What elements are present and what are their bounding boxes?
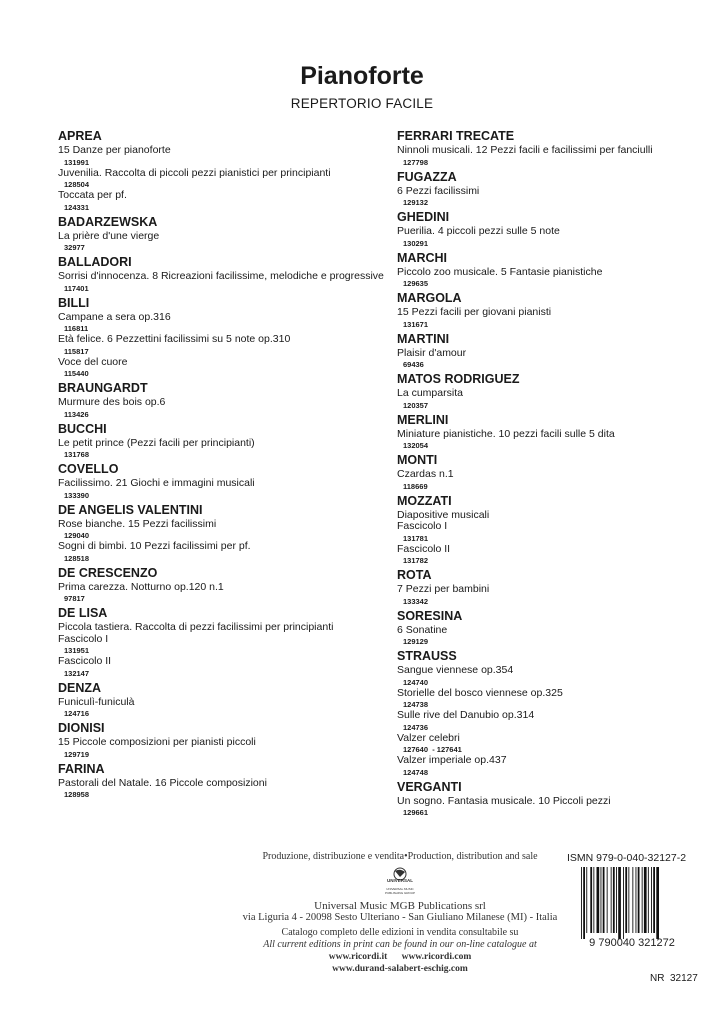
publisher-address: via Liguria 4 - 20098 Sesto Ulteriano - San Giuliano Milanese (MI) - Italia [242, 912, 558, 923]
work-title: Czardas n.1 [397, 468, 454, 480]
catalogue-code: 131781 [403, 533, 429, 543]
work-title: Campane a sera op.316 [58, 310, 171, 323]
composer-name: DE ANGELIS VALENTINI [58, 502, 203, 517]
barcode-bar [590, 867, 592, 933]
composer-name: GHEDINI [397, 210, 450, 224]
svg-text:UNIVERSAL: UNIVERSAL [386, 878, 414, 883]
catalogue-code: 130291 [403, 238, 429, 248]
work-title: 6 Pezzi facilissimi [397, 184, 480, 197]
barcode-bar [607, 867, 608, 933]
work-title: La cumparsita [397, 387, 463, 399]
composer-name: VERGANTI [397, 779, 462, 794]
barcode-bar [656, 867, 659, 939]
work-title: La prière d'une vierge [58, 229, 160, 242]
catalogue-code: 132147 [64, 668, 90, 678]
barcode-bar [653, 867, 655, 933]
catalogue-code: 124740 [403, 677, 429, 687]
barcode-bar [586, 867, 587, 933]
barcode-bar [628, 867, 629, 933]
composer-name: BRAUNGARDT [58, 381, 148, 395]
barcode-bar [603, 867, 605, 933]
work-title: Juvenilia. Raccolta di piccoli pezzi pianistici per principianti [58, 166, 331, 179]
catalogue-code: 133390 [64, 490, 90, 500]
catalogue-code: 132054 [403, 441, 429, 450]
catalogue-code: 115440 [64, 369, 89, 378]
barcode-digits: 9 790040 321272 [589, 937, 675, 947]
work-title: Toccata per pf. [58, 189, 127, 201]
work-title: Sulle rive del Danubio op.314 [397, 709, 535, 721]
work-title: Diapositive musicali [397, 508, 490, 521]
catalogue-code: 128518 [64, 553, 90, 563]
work-title: Sogni di bimbi. 10 Pezzi facilissimi per pf. [58, 540, 251, 552]
work-title: Le petit prince (Pezzi facili per principianti) [58, 436, 255, 449]
composer-name: MERLINI [397, 412, 449, 427]
catalogue-code: 128958 [64, 790, 90, 799]
composer-name: MONTI [397, 453, 438, 467]
barcode-bar [651, 867, 652, 933]
barcode-bar [623, 867, 624, 939]
publisher-name: Universal Music MGB Publications srl [314, 900, 486, 912]
work-title: Puerilia. 4 piccoli pezzi sulle 5 note [397, 225, 560, 237]
work-title: 15 Piccole composizioni per pianisti piccoli [58, 736, 256, 748]
catalogue-code: 69436 [403, 360, 424, 369]
composer-name: COVELLO [58, 462, 119, 476]
production-line: Produzione, distribuzione e vendita•Production, distribution and sale [262, 851, 538, 862]
barcode-bar [648, 867, 649, 933]
catalogue-note-it: Catalogo completo delle edizioni in vendita consultabile su [281, 927, 519, 938]
barcode-bar [632, 867, 633, 933]
catalogue-code: 32977 [64, 243, 85, 252]
catalogue-code: 129635 [403, 279, 429, 288]
catalogue-number: NR 32127 [650, 973, 698, 984]
work-title: Valzer celebri [397, 731, 460, 744]
composer-name: FERRARI TRECATE [397, 129, 515, 143]
composer-name: DENZA [58, 680, 102, 695]
composer-name: FUGAZZA [397, 169, 457, 184]
ismn-number: ISMN 979-0-040-32127-2 [567, 852, 687, 864]
catalogue-code: 127640 - 127641 [403, 745, 462, 754]
composer-name: MOZZATI [397, 493, 452, 508]
work-title: Un sogno. Fantasia musicale. 10 Piccoli pezzi [397, 794, 611, 807]
barcode-bar [583, 867, 585, 939]
barcode-bar [625, 867, 627, 933]
work-title: Prima carezza. Notturno op.120 n.1 [58, 580, 224, 593]
work-title: Storielle del bosco viennese op.325 [397, 686, 563, 699]
composer-name: BUCCHI [58, 421, 107, 436]
catalogue-code: 117401 [64, 283, 89, 293]
composer-name: STRAUSS [397, 649, 457, 663]
barcode-bar [581, 867, 582, 939]
work-title: Sorrisi d'innocenza. 8 Ricreazioni facilissime, melodiche e progressive [58, 270, 384, 282]
catalogue-code: 115817 [64, 346, 89, 356]
publisher-footer [190, 851, 610, 975]
work-title: 15 Danze per pianoforte [58, 144, 171, 156]
composer-name: SORESINA [397, 608, 463, 623]
composer-name: MARGOLA [397, 291, 462, 305]
work-title: Piccola tastiera. Raccolta di pezzi facilissimi per principianti [58, 621, 334, 633]
work-title: 7 Pezzi per bambini [397, 583, 490, 595]
work-title: Sangue viennese op.354 [397, 664, 514, 676]
barcode-bar [618, 867, 621, 939]
catalogue-code: 129132 [403, 198, 429, 207]
barcode-bar [616, 867, 617, 933]
link-ricordi-it[interactable]: www.ricordi.it [328, 952, 388, 962]
barcode-bar [601, 867, 602, 933]
catalogue-code: 124748 [403, 767, 429, 777]
composer-name: FARINA [58, 761, 105, 776]
work-title: Voce del cuore [58, 355, 128, 368]
work-title: Ninnoli musicali. 12 Pezzi facili e facilissimi per fanciulli [397, 144, 653, 156]
catalogue-code: 129719 [64, 749, 90, 759]
work-title: Fascicolo II [397, 542, 451, 555]
catalogue-code: 133342 [403, 596, 429, 606]
work-title: Età felice. 6 Pezzettini facilissimi su 5 note op.310 [58, 333, 291, 345]
barcode-bar [636, 867, 637, 933]
composer-name: APREA [58, 129, 102, 143]
work-title: Facilissimo. 21 Giochi e immagini musicali [58, 477, 255, 489]
catalogue-code: 127798 [403, 157, 429, 167]
catalogue-code: 129040 [64, 531, 90, 540]
catalogue-code: 124738 [403, 700, 429, 709]
work-title: 15 Pezzi facili per giovani pianisti [397, 306, 552, 318]
work-title: Funiculì-funiculà [58, 695, 135, 708]
catalogue-code: 131991 [64, 157, 90, 167]
catalogue-code: 116811 [64, 324, 89, 333]
catalogue-code: 129661 [403, 808, 429, 817]
barcode-bar [593, 867, 594, 933]
barcode-bar [611, 867, 612, 933]
catalogue-code: 128504 [64, 180, 90, 189]
barcode-bar [644, 867, 647, 933]
link-durand[interactable]: www.durand-salabert-eschig.com [332, 964, 468, 974]
composer-name: ROTA [397, 568, 432, 582]
work-title: Murmure des bois op.6 [58, 396, 166, 408]
catalogue-code: 118669 [403, 481, 428, 491]
work-title: Pastorali del Natale. 16 Piccole composizioni [58, 776, 267, 789]
universal-logo [370, 866, 430, 896]
work-title: Piccolo zoo musicale. 5 Fantasie pianistiche [397, 265, 603, 278]
catalogue-code: 124331 [64, 202, 90, 212]
composer-name: MARCHI [397, 250, 447, 265]
composer-name: BILLI [58, 295, 90, 310]
catalogue-code: 131768 [64, 450, 90, 459]
composer-name: BADARZEWSKA [58, 214, 158, 229]
catalogue-code: 113426 [64, 409, 89, 419]
catalogue-code: 124716 [64, 709, 90, 718]
composer-name: MATOS RODRIGUEZ [397, 372, 520, 386]
svg-text:UNIVERSAL MUSIC: UNIVERSAL MUSIC [386, 887, 414, 891]
composer-name: DE CRESCENZO [58, 565, 158, 580]
catalogue-left-column [58, 127, 393, 800]
work-title: Fascicolo I [397, 520, 448, 532]
barcode [575, 867, 690, 947]
link-ricordi-com[interactable]: www.ricordi.com [401, 952, 472, 962]
composer-name: BALLADORI [58, 255, 132, 269]
catalogue-code: 131782 [403, 556, 429, 565]
page-title: Pianoforte [300, 62, 424, 90]
barcode-bar [597, 867, 600, 933]
catalogue-right-column [397, 127, 707, 818]
composer-name: DE LISA [58, 606, 108, 620]
composer-name: MARTINI [397, 331, 450, 346]
work-title: Fascicolo II [58, 655, 112, 667]
work-title: Plaisir d'amour [397, 346, 467, 359]
work-title: Fascicolo I [58, 632, 109, 645]
work-title: 6 Sonatine [397, 623, 448, 636]
composer-name: DIONISI [58, 721, 105, 735]
barcode-bar [638, 867, 640, 933]
barcode-bar [642, 867, 643, 933]
catalogue-code: 131951 [64, 646, 90, 655]
work-title: Valzer imperiale op.437 [397, 754, 507, 766]
work-title: Miniature pianistiche. 10 pezzi facili sulle 5 dita [397, 427, 615, 440]
catalogue-code: 129129 [403, 637, 429, 646]
svg-text:PUBLISHING GROUP: PUBLISHING GROUP [384, 891, 416, 895]
page-subtitle: REPERTORIO FACILE [290, 96, 434, 111]
catalogue-code: 97817 [64, 594, 85, 603]
catalogue-code: 131671 [403, 319, 429, 329]
work-title: Rose bianche. 15 Pezzi facilissimi [58, 517, 217, 530]
catalogue-note-en: All current editions in print can be found in our on-line catalogue at [263, 939, 537, 950]
barcode-bar [613, 867, 615, 933]
catalogue-code: 120357 [403, 400, 429, 410]
catalogue-code: 124736 [403, 722, 429, 732]
